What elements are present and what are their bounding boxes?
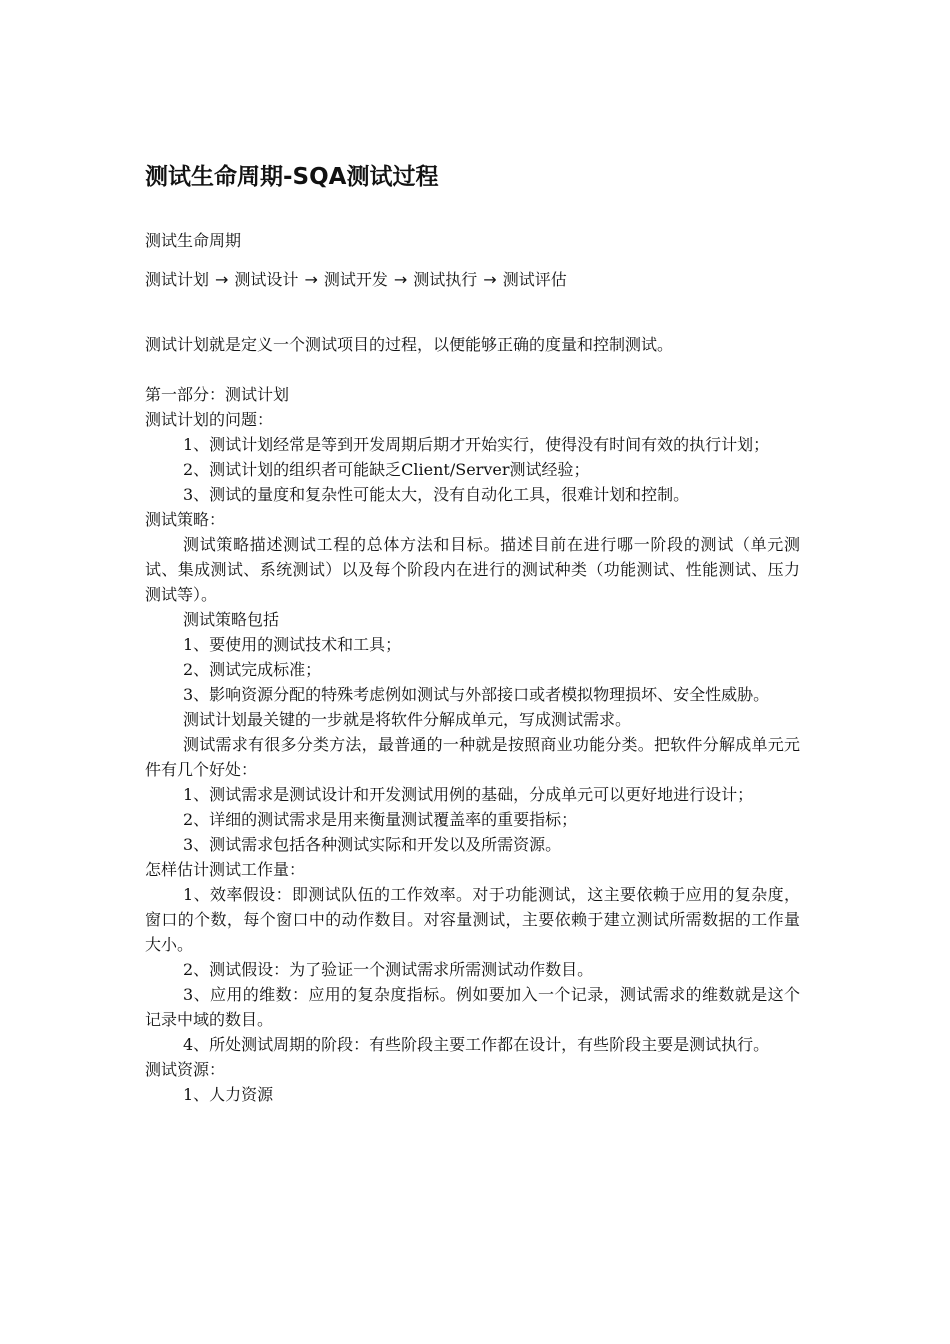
arrow-icon: → bbox=[304, 270, 318, 289]
document-body bbox=[145, 382, 800, 1107]
body-paragraph: 测试策略包括 bbox=[183, 610, 280, 629]
body-paragraph: 测试资源： bbox=[145, 1060, 226, 1079]
lifecycle-flow bbox=[145, 268, 567, 292]
arrow-icon: → bbox=[215, 270, 229, 289]
body-paragraph: 1、人力资源 bbox=[183, 1085, 274, 1104]
body-paragraph: 怎样估计测试工作量： bbox=[145, 860, 306, 879]
body-paragraph: 2、测试完成标准； bbox=[183, 660, 322, 679]
flow-step: 测试设计 bbox=[234, 270, 299, 289]
flow-step: 测试开发 bbox=[323, 270, 388, 289]
body-paragraph: 测试计划最关键的一步就是将软件分解成单元，写成测试需求。 bbox=[183, 710, 632, 729]
arrow-icon: → bbox=[393, 270, 408, 289]
body-paragraph: 3、影响资源分配的特殊考虑例如测试与外部接口或者模拟物理损坏、安全性威胁。 bbox=[183, 685, 770, 704]
body-paragraph: 2、测试假设：为了验证一个测试需求所需测试动作数目。 bbox=[183, 960, 594, 979]
body-paragraph: 测试策略描述测试工程的总体方法和目标。描述目前在进行哪一阶段的测试（单元测试、集成测试、系统测试）以及每个阶段内在进行的测试种类（功能测试、性能测试、压力测试等）。 bbox=[145, 535, 800, 604]
body-paragraph: 3、测试需求包括各种测试实际和开发以及所需资源。 bbox=[183, 835, 562, 854]
body-paragraph: 4、所处测试周期的阶段：有些阶段主要工作都在设计，有些阶段主要是测试执行。 bbox=[183, 1035, 770, 1054]
arrow-icon: → bbox=[483, 270, 497, 289]
body-paragraph: 测试策略： bbox=[145, 510, 226, 529]
document-title: 测试生命周期-SQA测试过程 bbox=[145, 164, 439, 190]
body-paragraph: 3、应用的维数：应用的复杂度指标。例如要加入一个记录，测试需求的维数就是这个记录中域的数目。 bbox=[145, 985, 800, 1029]
body-paragraph: 1、测试需求是测试设计和开发测试用例的基础，分成单元可以更好地进行设计； bbox=[183, 785, 754, 804]
section-subtitle: 测试生命周期 bbox=[145, 231, 242, 250]
flow-step: 测试评估 bbox=[502, 270, 567, 289]
flow-step: 测试执行 bbox=[413, 270, 478, 289]
body-paragraph: 测试计划的问题： bbox=[145, 410, 274, 429]
body-paragraph: 测试需求有很多分类方法，最普通的一种就是按照商业功能分类。把软件分解成单元元件有几个好处： bbox=[145, 735, 800, 779]
test-plan-definition: 测试计划就是定义一个测试项目的过程，以便能够正确的度量和控制测试。 bbox=[145, 335, 674, 354]
body-paragraph: 1、效率假设：即测试队伍的工作效率。对于功能测试，这主要依赖于应用的复杂度，窗口的个数，每个窗口中的动作数目。对容量测试，主要依赖于建立测试所需数据的工作量大小。 bbox=[145, 885, 800, 954]
body-paragraph: 2、测试计划的组织者可能缺乏Client/Server测试经验； bbox=[183, 460, 590, 479]
body-paragraph: 2、详细的测试需求是用来衡量测试覆盖率的重要指标； bbox=[183, 810, 578, 829]
body-paragraph: 1、要使用的测试技术和工具； bbox=[183, 635, 402, 654]
body-paragraph: 3、测试的量度和复杂性可能太大，没有自动化工具，很难计划和控制。 bbox=[183, 485, 690, 504]
body-paragraph: 第一部分：测试计划 bbox=[145, 385, 290, 404]
body-paragraph: 1、测试计划经常是等到开发周期后期才开始实行，使得没有时间有效的执行计划； bbox=[183, 435, 770, 454]
flow-step: 测试计划 bbox=[145, 270, 210, 289]
